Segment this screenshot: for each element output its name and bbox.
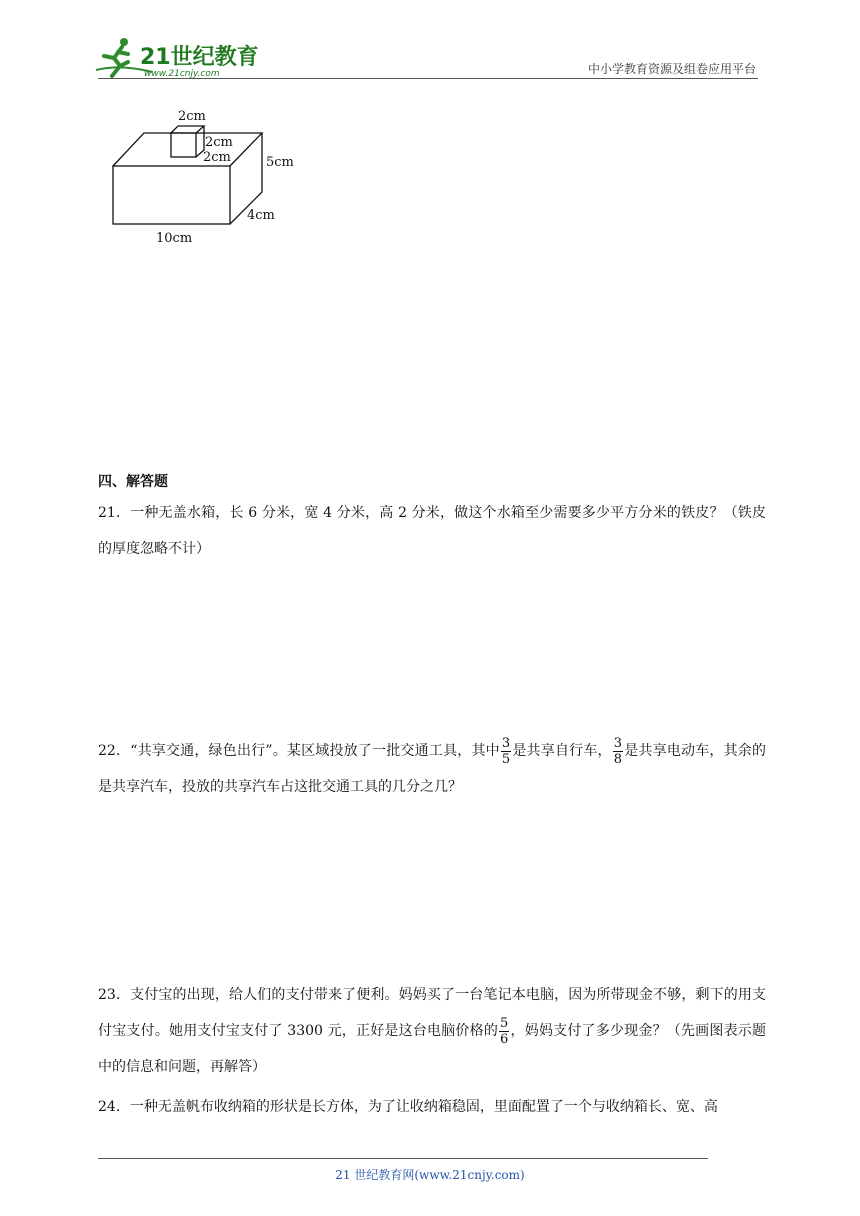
cuboid-front-face bbox=[113, 166, 230, 224]
fraction-denominator: 5 bbox=[501, 751, 511, 767]
question-text: 是共享电动车，其余的是共享汽车，投放的共享汽车占这批交通工具的几分之几？ bbox=[98, 743, 767, 795]
question-text: 一种无盖水箱，长 6 分米，宽 4 分米，高 2 分米，做这个水箱至少需要多少平方分米的铁皮？（铁皮的厚度忽略不计） bbox=[98, 505, 766, 557]
question-number: 24． bbox=[98, 1099, 130, 1115]
fraction-numerator: 3 bbox=[501, 735, 511, 751]
cube-front-face bbox=[171, 133, 196, 157]
fraction-denominator: 6 bbox=[500, 1031, 509, 1047]
header-platform-text: 中小学教育资源及组卷应用平台 bbox=[587, 62, 756, 76]
footer-divider bbox=[98, 1158, 708, 1159]
question-number: 23． bbox=[98, 987, 131, 1003]
label-cube-depth: 2cm bbox=[203, 150, 231, 165]
cuboid-top-face bbox=[113, 133, 262, 166]
label-height: 5cm bbox=[266, 155, 294, 170]
header-divider bbox=[98, 78, 758, 79]
question-23 bbox=[98, 977, 766, 1085]
fraction bbox=[613, 736, 623, 767]
fraction bbox=[499, 1016, 509, 1047]
footer-link[interactable]: 21 世纪教育网(www.21cnjy.com) bbox=[335, 1168, 525, 1182]
fraction bbox=[501, 736, 511, 767]
logo-url: www.21cnjy.com bbox=[144, 69, 220, 79]
section-title: 四、解答题 bbox=[98, 474, 168, 490]
question-21 bbox=[98, 495, 766, 567]
label-length: 10cm bbox=[156, 231, 193, 246]
label-width: 4cm bbox=[247, 208, 275, 223]
label-cube-top: 2cm bbox=[178, 109, 206, 124]
question-text: 支付宝的出现，给人们的支付带来了便利。妈妈买了一台笔记本电脑，因为所带现金不够，剩下的用支付宝支付。她用支付宝支付了 3300 元，正好是这台电脑价格的 bbox=[98, 987, 766, 1039]
question-number: 22． bbox=[98, 743, 131, 759]
fraction-denominator: 8 bbox=[613, 751, 623, 767]
fraction-numerator: 5 bbox=[500, 1015, 509, 1031]
question-text: “共享交通，绿色出行”。某区域投放了一批交通工具，其中 bbox=[130, 743, 500, 759]
question-24 bbox=[98, 1089, 766, 1125]
fraction-numerator: 3 bbox=[613, 735, 623, 751]
question-text: ，妈妈支付了多少现金？（先画图表示题中的信息和问题，再解答） bbox=[98, 1023, 767, 1075]
question-text: 一种无盖帆布收纳箱的形状是长方体，为了让收纳箱稳固，里面配置了一个与收纳箱长、宽、高 bbox=[129, 1099, 718, 1115]
question-number: 21． bbox=[98, 505, 131, 521]
question-text: 是共享自行车， bbox=[512, 743, 612, 759]
question-22 bbox=[98, 733, 766, 805]
logo-title: 21世纪教育 bbox=[140, 45, 259, 70]
logo bbox=[92, 36, 262, 80]
label-cube-side: 2cm bbox=[205, 135, 233, 150]
cube-top-face bbox=[171, 126, 204, 133]
cuboid-figure bbox=[100, 100, 310, 250]
